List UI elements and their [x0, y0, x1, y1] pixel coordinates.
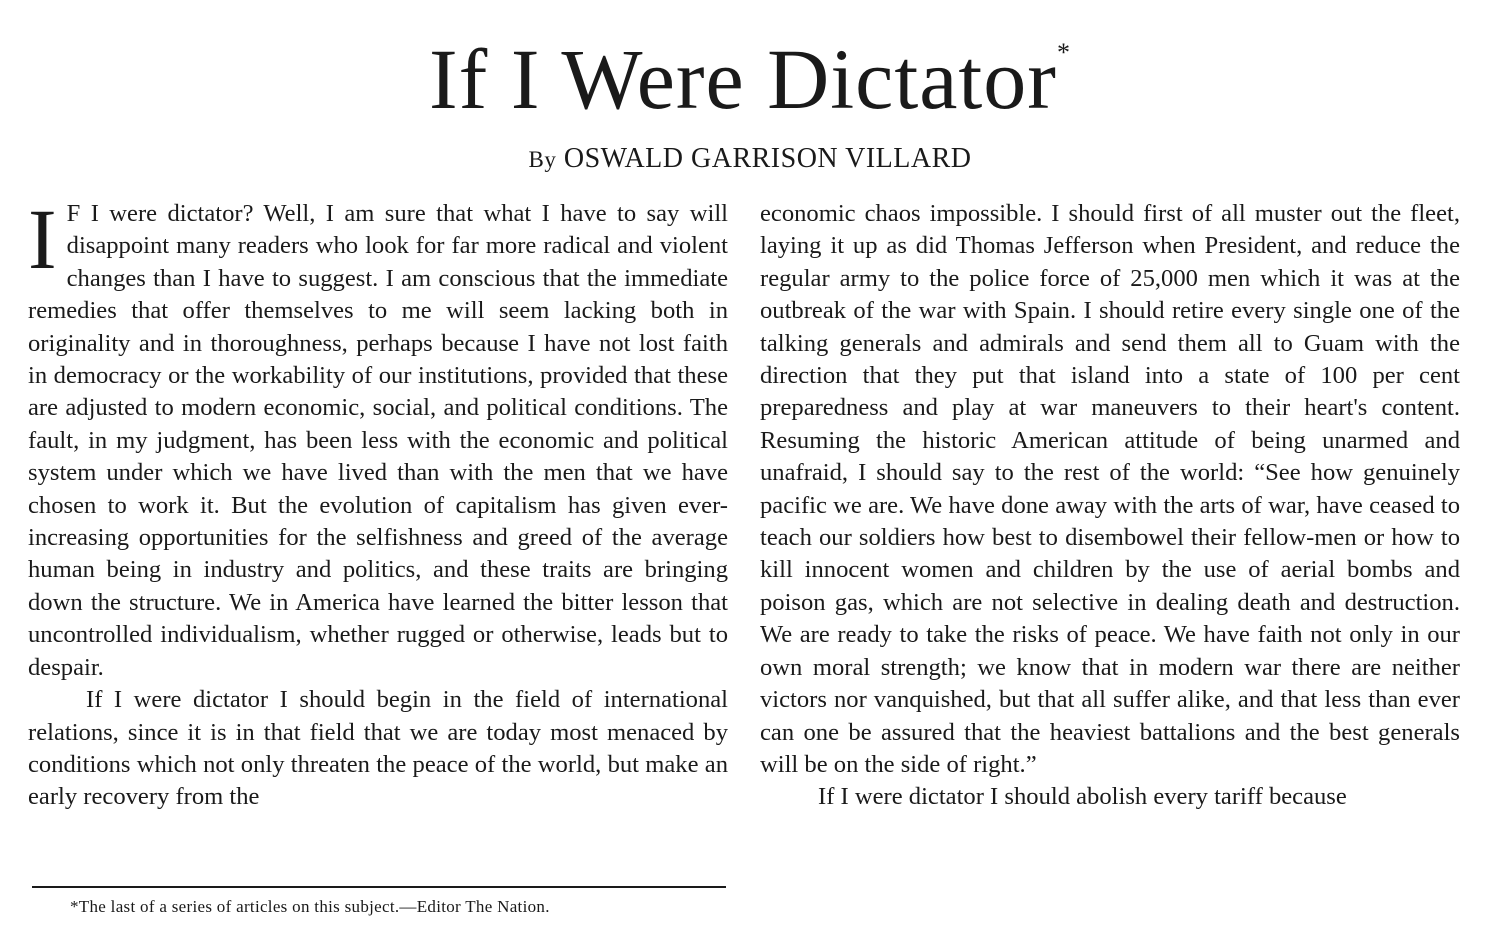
author-name: OSWALD GARRISON VILLARD — [563, 143, 972, 174]
paragraph-4: If I were dictator I should abolish every tariff because — [818, 783, 1347, 811]
title-text: If I Were Dictator — [429, 31, 1057, 127]
byline — [0, 143, 1500, 175]
drop-cap: I — [28, 191, 57, 287]
footnote: *The last of a series of articles on this subject.—Editor The Nation. — [70, 897, 550, 916]
byline-prefix: By — [528, 147, 557, 172]
footnote-divider — [32, 886, 726, 888]
paragraph-2: If I were dictator I should begin in the field of international relations, since it is in that field that we are today most menaced by conditions which not only threaten the peace of the world, but make an early recovery from the — [28, 686, 728, 811]
title-footnote-mark: * — [1056, 38, 1071, 67]
paragraph-1-text: F I were dictator? Well, I am sure that what I have to say will disappoint many readers who look for far more radical and violent changes than I have to suggest. I am conscious that the immediate remedies that offer themselves to me will seem lacking both in originality and in thoroughness, perhaps because I have not lost faith in democracy or the workability of our institutions, provided that these are adjusted to modern economic, social, and political conditions. The fault, in my judgment, has been less with the economic and political system under which we have lived than with the men that we have chosen to work it. But the evolution of capitalism has given ever-increasing opportunities for the selfishness and greed of the average human being in industry and politics, and these traits are bringing down the structure. We in America have learned the bitter lesson that uncontrolled individualism, whether rugged or otherwise, leads but to despair. — [28, 200, 728, 681]
paragraph-1 — [28, 191, 728, 684]
paragraph-3: economic chaos impossible. I should first of all muster out the fleet, laying it up as did Thomas Jefferson when President, and reduce the regular army to the police force of 25,000 men which it was at the outbreak of the war with Spain. I should retire every single one of the talking generals and admirals and send them all to Guam with the direction that they put that island into a state of 100 per cent preparedness and play at war maneuvers to their heart's content. Resuming the historic American attitude of being unarmed and unafraid, I should say to the rest of the world: “See how genuinely pacific we are. We have done away with the arts of war, have ceased to teach our soldiers how best to disembowel their fellow-men or how to kill innocent women and children by the use of aerial bombs and poison gas, which are not selective in dealing death and destruction. We are ready to take the risks of peace. We have faith not only in our own moral strength; we know that in modern war there are neither victors nor vanquished, but that all suffer alike, and that less than ever can one be assured that the heaviest battalions and the best generals will be on the side of right.” — [760, 200, 1460, 778]
article-title — [0, 31, 1500, 127]
left-column — [28, 191, 728, 814]
right-column — [760, 198, 1460, 814]
